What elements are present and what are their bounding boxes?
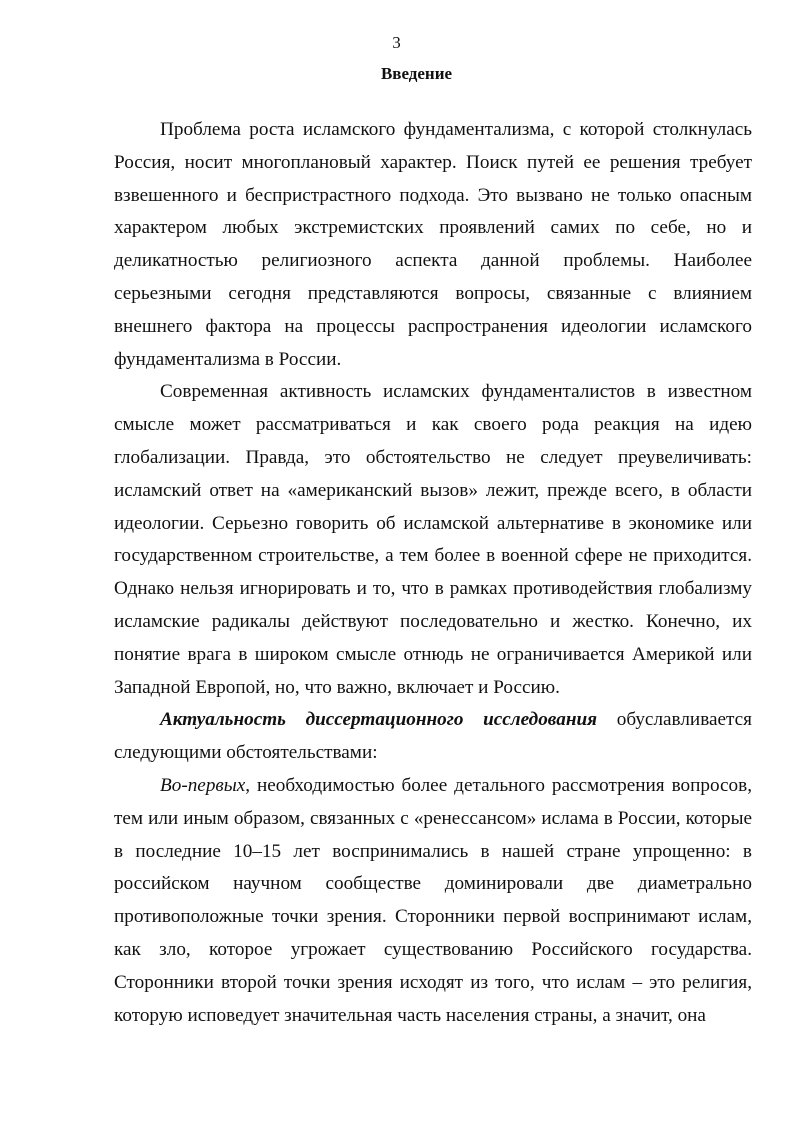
body-text [114, 114, 752, 1032]
page-title: Введение [380, 64, 453, 83]
first-point-label: Во-первых [160, 774, 246, 796]
paragraph-4-text: , необходимостью более детального рассмотрения вопросов, тем или иным образом, связанных с «ренессансом» ислама в России, которые в последние 10–15 лет воспринимались в нашей стране упрощенно: в российском научном сообществе доминировали две диаметрально противоположные точки зрения. Сторонники первой воспринимают ислам, как зло, которое угрожает существованию Российского государства. Сторонники второй точки зрения исходят из того, что ислам – это религия, которую исповедует значительная часть населения страны, а значит, она [114, 774, 752, 1026]
page-number: 3 [392, 33, 401, 52]
relevance-heading: Актуальность диссертационного исследования [160, 709, 598, 731]
paragraph-1: Проблема роста исламского фундаментализма, с которой столкнулась Россия, носит многоплановый характер. Поиск путей ее решения требует взвешенного и беспристрастного подхода. Это вызвано не только опасным характером любых экстремистских проявлений самих по себе, но и деликатностью религиозного аспекта данной проблемы. Наиболее серьезными сегодня представляются вопросы, связанные с влиянием внешнего фактора на процессы распространения идеологии исламского фундаментализма в России. [114, 119, 752, 370]
paragraph-2: Современная активность исламских фундаменталистов в известном смысле может рассматриваться и как своего рода реакция на идею глобализации. Правда, это обстоятельство не следует преувеличивать: исламский ответ на «американский вызов» лежит, прежде всего, в области идеологии. Серьезно говорить об исламской альтернативе в экономике или государственном строительстве, а тем более в военной сфере не приходится. Однако нельзя игнорировать и то, что в рамках противодействия глобализму исламские радикалы действуют последовательно и жестко. Конечно, их понятие врага в широком смысле отнюдь не ограничивается Америкой или Западной Европой, но, что важно, включает и Россию. [114, 381, 752, 698]
paragraph-3-text: обуславливается следующими обстоятельствами: [114, 709, 752, 764]
paragraph-4 [114, 770, 752, 1032]
paragraph-3 [114, 704, 752, 770]
